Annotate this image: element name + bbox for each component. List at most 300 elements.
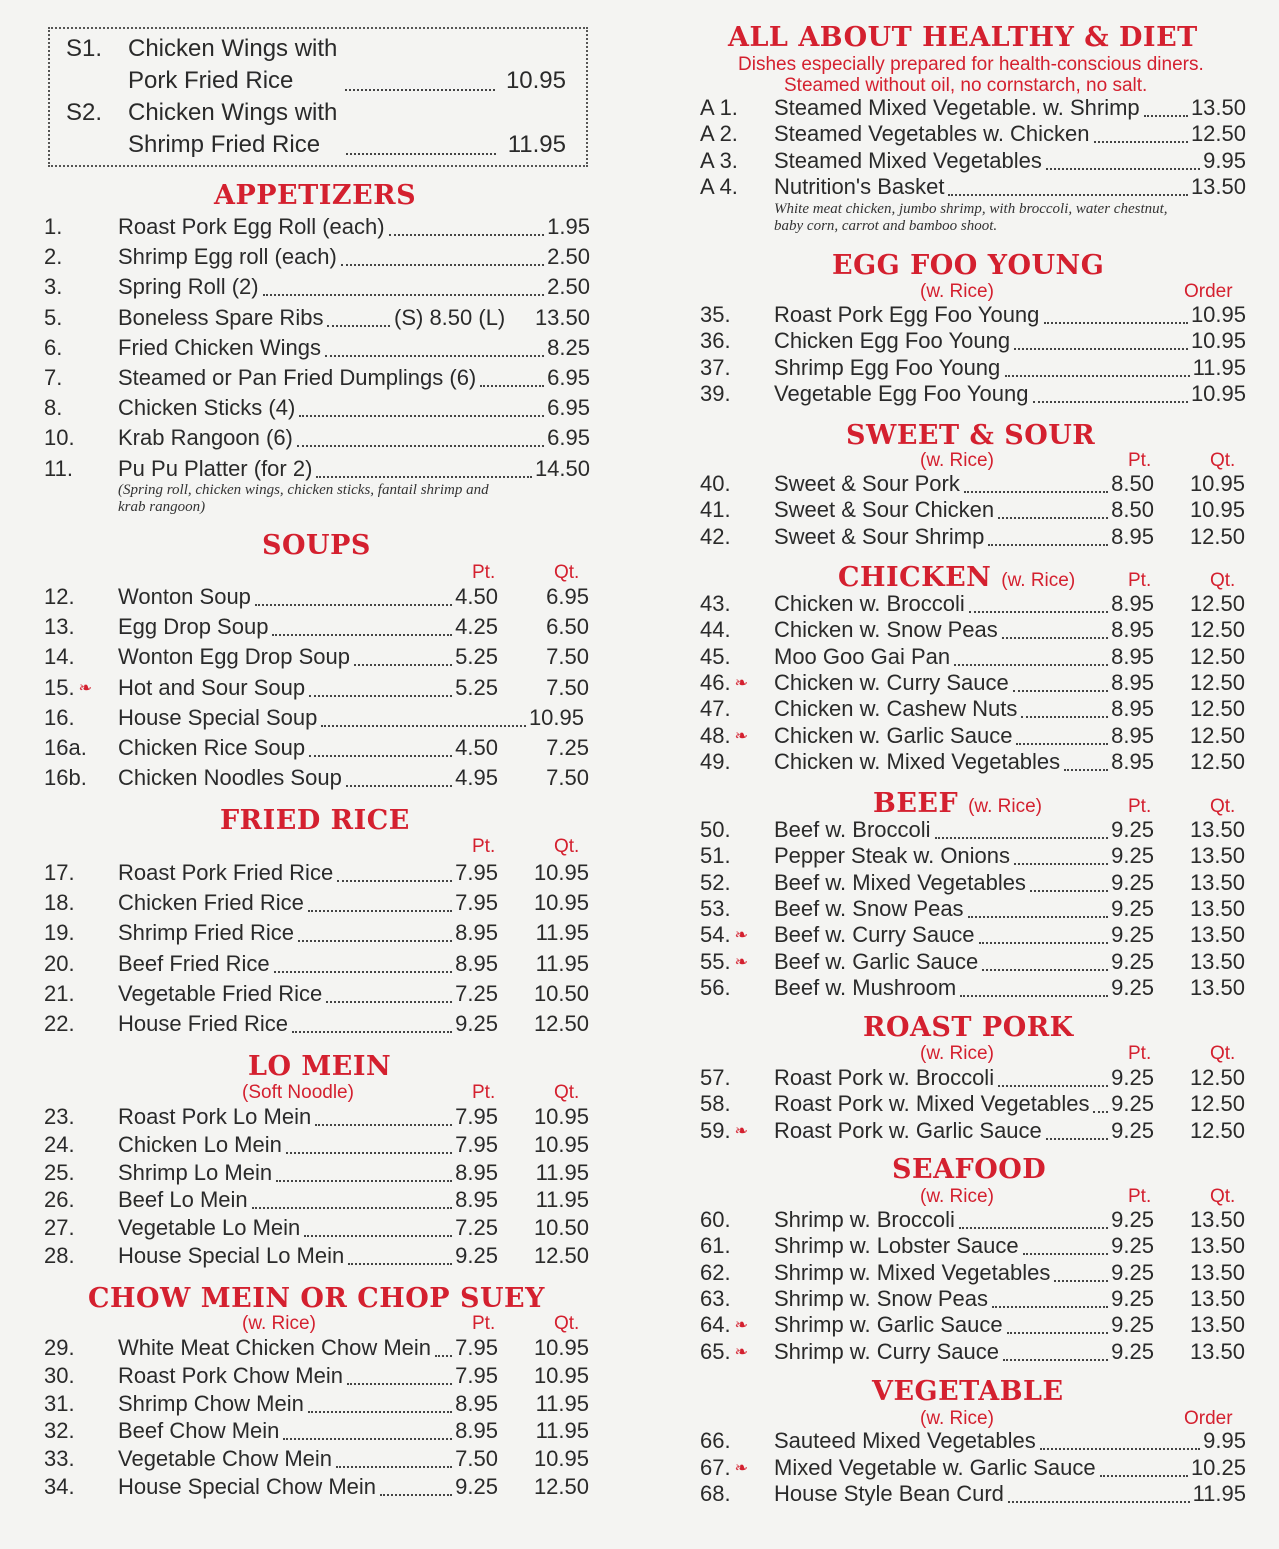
menu-item [44, 395, 596, 423]
item-name: Roast Pork Egg Roll (each) [118, 214, 385, 239]
leader-dots [959, 1227, 1108, 1229]
pint-price: 8.95 [455, 950, 498, 976]
item-price: 13.50 [1190, 95, 1246, 120]
section-title-text: BEEF [873, 788, 959, 819]
quart-price: 12.50 [1189, 617, 1245, 643]
section-title-appetizers: APPETIZERS [214, 180, 417, 211]
item-number: 49. [700, 748, 731, 774]
quart-price: 13.50 [1189, 843, 1245, 869]
quart-price: 7.50 [546, 644, 589, 670]
quart-price: 13.50 [1189, 948, 1245, 974]
quart-price: 12.50 [1189, 722, 1245, 748]
menu-item [44, 951, 596, 979]
quart-header: Qt. [554, 1082, 580, 1103]
leader-dots [326, 1001, 452, 1003]
pint-price: 8.95 [1111, 591, 1154, 616]
item-number: 11. [44, 455, 73, 481]
menu-item [700, 843, 1252, 871]
item-name: Beef w. Curry Sauce [774, 922, 975, 948]
item-name: Krab Rangoon (6) [118, 425, 293, 451]
item-name: Wonton Egg Drop Soup [118, 644, 350, 670]
quart-price: 12.50 [1189, 643, 1245, 669]
leader-dots [315, 1124, 452, 1126]
item-number: 47. [700, 696, 731, 722]
leader-dots [968, 916, 1109, 918]
menu-item [700, 749, 1252, 777]
pint-header: Pt. [472, 1313, 496, 1334]
item-name: Pepper Steak w. Onions [774, 843, 1011, 869]
quart-price: 12.50 [1189, 523, 1245, 549]
section-title-text: CHICKEN [838, 562, 992, 593]
item-number: 50. [700, 817, 731, 842]
quart-price: 10.95 [1189, 497, 1245, 523]
item-size-prices: (S) 8.50 (L) [394, 304, 506, 330]
quart-price: 13.50 [1189, 817, 1245, 842]
item-name: Roast Pork Fried Rice [118, 860, 334, 885]
item-name: Beef w. Snow Peas [774, 895, 964, 921]
menu-item [700, 591, 1252, 619]
pint-header: Pt. [472, 562, 496, 583]
leader-dots [336, 1466, 452, 1468]
menu-item [44, 1474, 596, 1502]
item-name: Steamed Mixed Vegetable. w. Shrimp [774, 95, 1140, 120]
quart-price: 10.95 [533, 1446, 589, 1472]
item-number: 31. [44, 1390, 75, 1416]
pint-price: 5.25 [455, 674, 498, 700]
leader-dots [1016, 743, 1108, 745]
menu-item [700, 1091, 1252, 1119]
item-number: 20. [44, 950, 75, 976]
pint-price: 9.25 [1111, 1207, 1154, 1232]
item-number: 35. [700, 302, 731, 327]
pint-price: 7.25 [455, 1215, 498, 1241]
item-price: 11.95 [1192, 354, 1246, 380]
pint-price: 8.95 [455, 1187, 498, 1213]
leader-dots [347, 1383, 452, 1385]
item-number: S2. [66, 99, 103, 126]
leader-dots [255, 604, 452, 606]
item-name: Chicken Noodles Soup [118, 765, 342, 791]
section-title-egg-foo-young: EGG FOO YOUNG [832, 250, 1105, 281]
pint-price: 4.25 [455, 614, 498, 640]
item-name: Shrimp Fried Rice [118, 920, 295, 946]
hot-pepper-icon: ❧ [78, 679, 92, 697]
item-name: Spring Roll (2) [118, 274, 259, 300]
menu-item [700, 617, 1252, 645]
pint-price: 9.25 [1111, 1065, 1154, 1090]
pint-price: 8.95 [1111, 722, 1154, 748]
vegetable-subtitle: (w. Rice) [920, 1408, 994, 1429]
pint-price: 9.25 [1111, 843, 1154, 869]
item-name: Sauteed Mixed Vegetables [774, 1428, 1036, 1453]
pint-price: 7.95 [455, 1131, 498, 1157]
item-number: 30. [44, 1362, 75, 1388]
menu-item [700, 922, 1252, 950]
item-price: 12.50 [1190, 121, 1246, 147]
menu-item [44, 1187, 596, 1215]
item-name: House Special Lo Mein [118, 1243, 345, 1268]
leader-dots [325, 355, 544, 357]
leader-dots [308, 910, 452, 912]
item-number: 65. [700, 1338, 731, 1364]
leader-dots [345, 89, 495, 91]
order-header: Order [1184, 1408, 1233, 1429]
item-number: 29. [44, 1335, 75, 1360]
menu-item [44, 735, 596, 763]
item-name: Roast Pork w. Mixed Vegetables [774, 1091, 1090, 1117]
menu-item [44, 1215, 596, 1243]
hot-pepper-icon: ❧ [734, 1122, 748, 1140]
quart-price: 10.50 [533, 980, 589, 1006]
leader-dots [998, 517, 1108, 519]
pint-price: 7.95 [455, 1104, 498, 1129]
leader-dots [964, 491, 1108, 493]
quart-price: 13.50 [1189, 1312, 1245, 1338]
quart-price: 13.50 [1189, 1285, 1245, 1311]
menu-item [44, 1391, 596, 1419]
item-number: 25. [44, 1159, 75, 1185]
pint-price: 9.25 [1111, 1338, 1154, 1364]
hot-pepper-icon: ❧ [734, 674, 748, 692]
item-name: Steamed Vegetables w. Chicken [774, 121, 1090, 147]
seafood-subtitle: (w. Rice) [920, 1186, 994, 1207]
leader-dots [1044, 322, 1188, 324]
item-number: 52. [700, 869, 731, 895]
leader-dots [304, 1235, 452, 1237]
quart-price: 10.95 [533, 1362, 589, 1388]
pint-price: 7.50 [455, 1446, 498, 1472]
leader-dots [1030, 890, 1108, 892]
item-number: 63. [700, 1285, 731, 1311]
item-name: Sweet & Sour Pork [774, 471, 960, 496]
item-name: Chicken w. Curry Sauce [774, 669, 1009, 695]
item-name: Beef Fried Rice [118, 950, 270, 976]
section-title-vegetable: VEGETABLE [872, 1376, 1064, 1407]
item-number: 23. [44, 1104, 75, 1129]
leader-dots [1014, 863, 1108, 865]
menu-item [700, 1118, 1252, 1146]
menu-item [44, 705, 596, 733]
item-name: Chicken Fried Rice [118, 890, 304, 916]
order-header: Order [1184, 281, 1233, 302]
item-name: Shrimp w. Snow Peas [774, 1285, 988, 1311]
leader-dots [435, 1355, 452, 1357]
pint-price: 9.25 [1111, 974, 1154, 1000]
leader-dots [1100, 1475, 1188, 1477]
leader-dots [272, 634, 452, 636]
item-number: 27. [44, 1215, 75, 1241]
item-number: 1. [44, 214, 63, 239]
item-number: 56. [700, 974, 731, 1000]
leader-dots [341, 264, 544, 266]
healthy-note-1: Dishes especially prepared for health-conscious diners. [738, 54, 1204, 75]
quart-price: 12.50 [1189, 1117, 1245, 1143]
combo-item-s1 [66, 35, 338, 63]
combo-item-s1-line2 [128, 67, 293, 95]
pint-price: 4.50 [455, 584, 498, 609]
leader-dots [346, 153, 496, 155]
item-price: 10.95 [505, 67, 566, 94]
leader-dots [1008, 1501, 1190, 1503]
leader-dots [252, 1207, 453, 1209]
item-number: 12. [44, 584, 75, 609]
item-number: 34. [44, 1474, 75, 1499]
menu-item [44, 274, 596, 302]
quart-price: 10.95 [533, 860, 589, 885]
quart-price: 6.95 [546, 584, 589, 609]
leader-dots [316, 476, 532, 478]
leader-dots [292, 1031, 452, 1033]
item-name: Boneless Spare Ribs [118, 304, 324, 330]
leader-dots [276, 1180, 452, 1182]
quart-header: Qt. [1210, 1186, 1236, 1207]
leader-dots [1093, 1111, 1108, 1113]
quart-header: Qt. [1210, 1043, 1236, 1064]
item-number: 42. [700, 523, 731, 549]
item-number: A 2. [700, 121, 738, 147]
quart-price: 11.95 [535, 1187, 589, 1213]
pint-price: 8.50 [1111, 497, 1154, 523]
menu-item [44, 765, 596, 793]
menu-item [44, 365, 596, 393]
leader-dots [309, 755, 452, 757]
menu-item [44, 1132, 596, 1160]
item-price: 14.50 [534, 455, 590, 481]
quart-price: 10.50 [533, 1215, 589, 1241]
menu-item [44, 244, 596, 272]
item-name: Shrimp Fried Rice [128, 131, 321, 158]
combo-specials-box [48, 27, 588, 167]
quart-price: 13.50 [1189, 1259, 1245, 1285]
item-number: 24. [44, 1131, 75, 1157]
item-number: 64. [700, 1312, 731, 1338]
pint-header: Pt. [1128, 570, 1152, 591]
leader-dots [346, 785, 452, 787]
leader-dots [337, 880, 452, 882]
menu-item [700, 471, 1252, 499]
item-number: 53. [700, 895, 731, 921]
pint-price: 5.25 [455, 644, 498, 670]
item-price: 2.50 [547, 274, 590, 300]
leader-dots [1046, 1138, 1108, 1140]
quart-price: 12.50 [533, 1011, 589, 1036]
pint-price: 7.95 [455, 860, 498, 885]
menu-item [44, 425, 596, 453]
combo-item-s2-line2 [128, 131, 320, 159]
quart-price: 12.50 [1189, 748, 1245, 774]
item-number: 66. [700, 1428, 731, 1453]
leader-dots [480, 385, 544, 387]
quart-header: Qt. [554, 1313, 580, 1334]
item-number: 41. [700, 497, 731, 523]
item-number: 5. [44, 304, 63, 330]
leader-dots [274, 971, 453, 973]
item-number: A 4. [700, 174, 738, 200]
quart-price: 7.25 [546, 735, 589, 760]
item-price: 9.95 [1203, 1428, 1246, 1453]
pint-price: 7.25 [455, 980, 498, 1006]
item-number: 8. [44, 395, 63, 421]
leader-dots [283, 1438, 452, 1440]
quart-price: 13.50 [1189, 869, 1245, 895]
menu-item [700, 1481, 1252, 1509]
item-name: Chicken w. Snow Peas [774, 617, 998, 643]
leader-dots [1046, 168, 1200, 170]
menu-item [44, 335, 596, 363]
menu-item [44, 1446, 596, 1474]
menu-item [700, 817, 1252, 845]
pint-header: Pt. [1128, 1186, 1152, 1207]
pint-price: 9.25 [1111, 895, 1154, 921]
item-number: 61. [700, 1233, 731, 1259]
hot-pepper-icon: ❧ [734, 953, 748, 971]
leader-dots [297, 445, 544, 447]
leader-dots [1013, 690, 1108, 692]
leader-dots [979, 942, 1109, 944]
quart-price: 10.95 [533, 1335, 589, 1360]
item-name: Shrimp w. Broccoli [774, 1207, 955, 1232]
pint-price: 9.25 [1111, 1117, 1154, 1143]
menu-item [44, 1418, 596, 1446]
item-name: Chicken w. Broccoli [774, 591, 965, 616]
pint-price: 8.95 [1111, 617, 1154, 643]
item-number: 15. [44, 674, 75, 700]
leader-dots [982, 969, 1108, 971]
menu-item [700, 896, 1252, 924]
item-price: 1.95 [547, 214, 590, 239]
item-name: Chicken w. Garlic Sauce [774, 722, 1013, 748]
item-name: House Special Soup [118, 704, 318, 730]
leader-dots [1007, 1332, 1109, 1334]
item-number: S1. [66, 35, 103, 62]
hot-pepper-icon: ❧ [734, 1317, 748, 1335]
item-number: 51. [700, 843, 731, 869]
leader-dots [960, 995, 1108, 997]
pint-price: 9.25 [1111, 869, 1154, 895]
item-name: House Special Chow Mein [118, 1474, 377, 1499]
pint-price: 9.25 [455, 1474, 498, 1499]
menu-item [700, 1260, 1252, 1288]
leader-dots [1040, 1448, 1200, 1450]
egg-foo-young-subtitle: (w. Rice) [920, 281, 994, 302]
item-price: 2.50 [547, 244, 590, 270]
item-number: 6. [44, 334, 63, 360]
pint-price: 9.25 [1111, 817, 1154, 842]
menu-item [700, 381, 1252, 409]
leader-dots [1023, 1253, 1109, 1255]
section-title-seafood: SEAFOOD [892, 1154, 1047, 1185]
quart-price: 12.50 [533, 1474, 589, 1499]
item-name: Wonton Soup [118, 584, 251, 609]
pint-price: 8.50 [1111, 471, 1154, 496]
item-number: 62. [700, 1259, 731, 1285]
section-title-chow-mein: CHOW MEIN OR CHOP SUEY [88, 1283, 545, 1314]
item-number: 60. [700, 1207, 731, 1232]
leader-dots [1144, 115, 1188, 117]
leader-dots [321, 725, 526, 727]
quart-price: 11.95 [535, 950, 589, 976]
item-name: House Style Bean Curd [774, 1481, 1004, 1506]
menu-item [700, 1065, 1252, 1093]
item-number: 10. [44, 425, 75, 451]
item-number: 54. [700, 922, 731, 948]
item-price: 13.50 [1190, 174, 1246, 200]
quart-price: 11.95 [535, 1418, 589, 1444]
pint-price: 8.95 [1111, 523, 1154, 549]
item-price: 10.95 [1190, 328, 1246, 354]
menu-item [44, 860, 596, 888]
item-price: 8.25 [547, 334, 590, 360]
leader-dots [1021, 716, 1108, 718]
item-number: 48. [700, 722, 731, 748]
leader-dots [309, 695, 452, 697]
menu-item [44, 920, 596, 948]
section-title-beef [873, 788, 1042, 819]
leader-dots [298, 940, 452, 942]
item-number: 59. [700, 1117, 731, 1143]
item-name: Roast Pork Chow Mein [118, 1362, 343, 1388]
item-name: Sweet & Sour Shrimp [774, 523, 985, 549]
section-subtitle: (w. Rice) [1001, 570, 1076, 591]
pint-price: 7.95 [455, 1362, 498, 1388]
menu-item [700, 95, 1252, 123]
item-number: 18. [44, 890, 75, 916]
menu-item [700, 121, 1252, 149]
menu-item [44, 614, 596, 642]
item-number: A 3. [700, 147, 738, 173]
pu-pu-platter-note: (Spring roll, chicken wings, chicken sticks, fantail shrimp and krab rangoon) [118, 482, 489, 515]
menu-item [700, 497, 1252, 525]
item-number: A 1. [700, 95, 738, 120]
menu-item [700, 1428, 1252, 1456]
item-name: Chicken Wings with [128, 35, 338, 62]
menu-item [44, 1335, 596, 1363]
leader-dots [380, 1494, 452, 1496]
item-name: Fried Chicken Wings [118, 334, 321, 360]
quart-price: 11.95 [535, 920, 589, 946]
item-name: Beef w. Mixed Vegetables [774, 869, 1026, 895]
item-name: Chicken Sticks (4) [118, 395, 296, 421]
menu-item [700, 870, 1252, 898]
item-number: 28. [44, 1243, 75, 1268]
quart-header: Qt. [1210, 570, 1236, 591]
menu-item [700, 670, 1252, 698]
leader-dots [969, 611, 1108, 613]
menu-item [700, 302, 1252, 330]
item-price: 13.50 [534, 304, 590, 330]
leader-dots [299, 415, 544, 417]
item-number: 16. [44, 704, 75, 730]
item-number: 58. [700, 1091, 731, 1117]
item-price: 6.95 [547, 395, 590, 421]
item-number: 44. [700, 617, 731, 643]
roast-pork-subtitle: (w. Rice) [920, 1043, 994, 1064]
leader-dots [389, 234, 545, 236]
item-name: Steamed Mixed Vegetables [774, 147, 1042, 173]
quart-price: 6.50 [546, 614, 589, 640]
pint-price: 9.25 [1111, 1233, 1154, 1259]
item-number: 2. [44, 244, 63, 270]
item-name: Shrimp w. Mixed Vegetables [774, 1259, 1051, 1285]
section-title-soups: SOUPS [262, 530, 371, 561]
item-number: 46. [700, 669, 731, 695]
item-name: Shrimp Egg roll (each) [118, 244, 337, 270]
leader-dots [1002, 637, 1108, 639]
menu-item [44, 1363, 596, 1391]
quart-header: Qt. [554, 836, 580, 857]
item-price: 10.95 [1190, 302, 1246, 327]
menu-item [700, 1233, 1252, 1261]
